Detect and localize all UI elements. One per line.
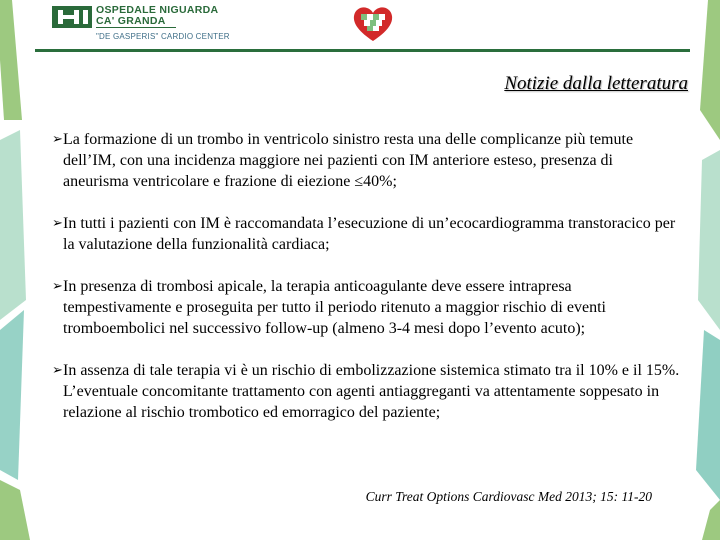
bullet-text: In presenza di trombosi apicale, la terapia anticoagulante deve essere intrapresa tempestivamente e proseguita per tutto il periodo ritenuto a maggior rischio di eventi tromboembolici nel successivo follow-up (almeno 3-4 mesi dopo l’evento acuto); bbox=[63, 278, 606, 337]
bullet-item bbox=[52, 276, 682, 339]
bullet-text: In tutti i pazienti con IM è raccomandata l’esecuzione di un’ecocardiogramma transtoracico per la valutazione della funzionalità cardiaca; bbox=[63, 215, 676, 253]
bullet-text: In assenza di tale terapia vi è un rischio di embolizzazione sistemica stimato tra il 10% e il 15%. L’eventuale concomitante trattamento con agenti antiaggreganti va attentamente soppesato in relazione al rischio trombotico ed emorragico del paziente; bbox=[63, 362, 680, 421]
arrow-bullet-icon: ➢ bbox=[52, 132, 63, 147]
bullet-item bbox=[52, 213, 682, 255]
cardio-heart-icon bbox=[352, 5, 394, 43]
hospital-name-line2: CA' GRANDA bbox=[96, 15, 166, 27]
bullet-item bbox=[52, 129, 682, 192]
arrow-bullet-icon: ➢ bbox=[52, 363, 63, 378]
citation: Curr Treat Options Cardiovasc Med 2013; 15: 11-20 bbox=[365, 489, 652, 504]
hospital-name-line1: OSPEDALE NIGUARDA bbox=[96, 4, 219, 16]
hospital-subtitle: "DE GASPERIS" CARDIO CENTER bbox=[96, 32, 230, 41]
bullet-list bbox=[52, 129, 682, 423]
arrow-bullet-icon: ➢ bbox=[52, 279, 63, 294]
slide-title: Notizie dalla letteratura bbox=[504, 73, 688, 94]
left-decorative-stripes bbox=[0, 0, 40, 540]
hospital-h-logo-icon bbox=[52, 6, 92, 28]
bullet-item bbox=[52, 360, 682, 423]
header-divider bbox=[35, 49, 690, 52]
hospital-name bbox=[96, 5, 218, 27]
bullet-text: La formazione di un trombo in ventricolo sinistro resta una delle complicanze più temute dell’IM, con una incidenza maggiore nei pazienti con IM anteriore esteso, presenza di aneurisma ventricolare e frazione di eiezione ≤40%; bbox=[63, 131, 634, 190]
arrow-bullet-icon: ➢ bbox=[52, 216, 63, 231]
logo-divider bbox=[96, 27, 176, 28]
